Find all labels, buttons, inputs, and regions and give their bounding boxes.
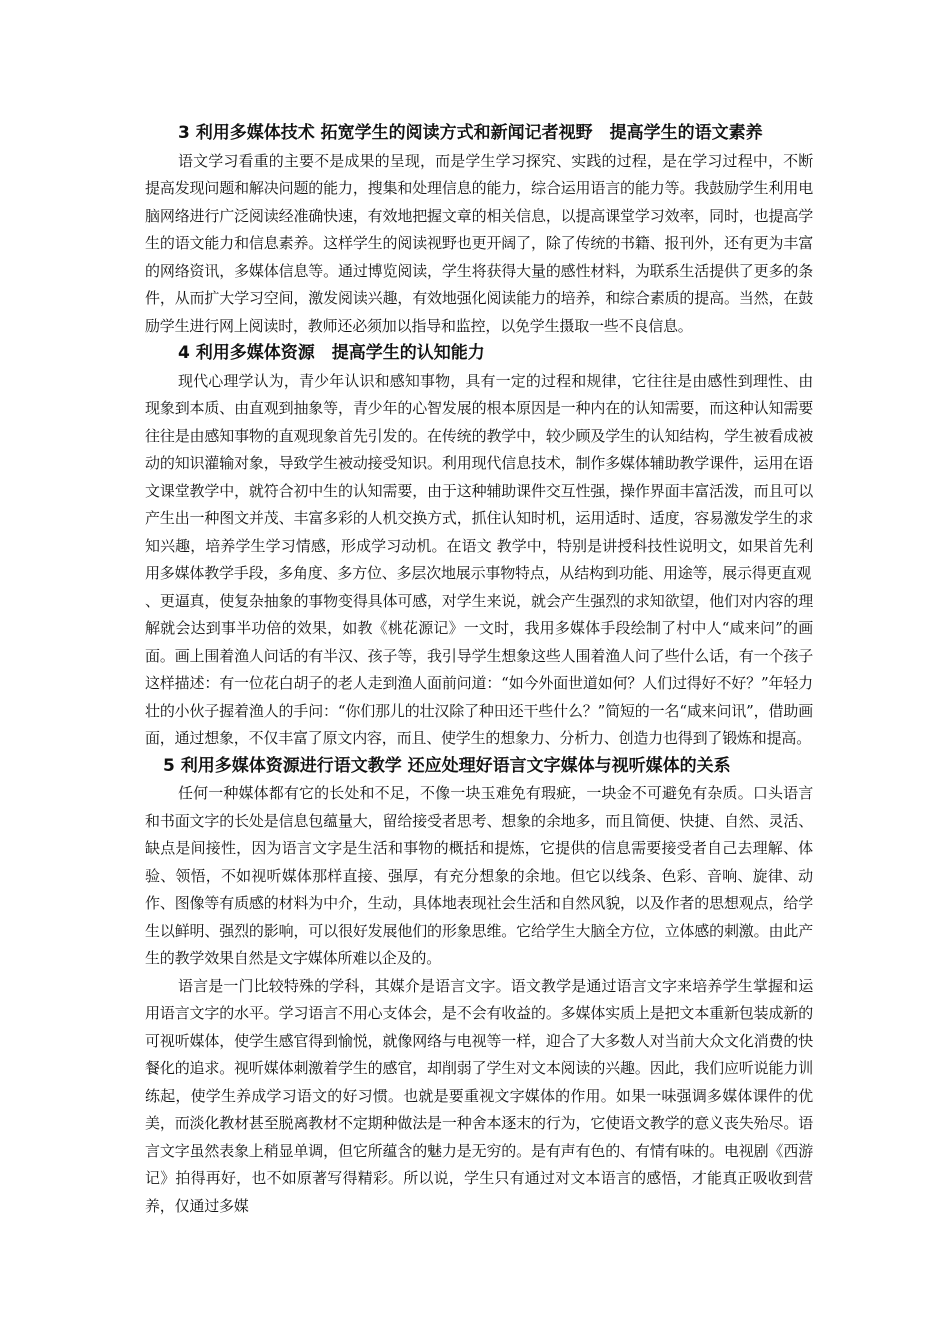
section-5-heading: 5 利用多媒体资源进行语文教学 还应处理好语言文字媒体与视听媒体的关系	[163, 755, 731, 776]
section-5-paragraph-1: 任何一种媒体都有它的长处和不足，不像一块玉难免有瑕疵，一块金不可避免有杂质。口头语言和书面文字的长处是信息包蕴量大，留给接受者思考、想象的余地多，而且简便、快捷、自然、灵活、缺点是间接性，因为语言文字是生活和事物的概括和提炼，它提供的信息需要接受者自己去理解、体验、领悟，不如视听媒体那样直接、强厚，有充分想象的余地。但它以线条、色彩、音响、旋律、动作、图像等有质感的材料为中介，生动，具体地表现社会生活和自然风貌，以及作者的思想观点，给学生以鲜明、强烈的影响，可以很好发展他们的形象思维。它给学生大脑全方位，立体感的刺激。由此产生的教学效果自然是文字媒体所难以企及的。	[145, 784, 813, 967]
document-page	[145, 120, 813, 1220]
section-3-heading: 3 利用多媒体技术 拓宽学生的阅读方式和新闻记者视野 提高学生的语文素养	[178, 123, 763, 143]
section-4-paragraph-2: 、更逼真，使复杂抽象的事物变得具体可感，对学生来说，就会产生强烈的求知欲望，他们对内容的理解就会达到事半功倍的效果，如教《桃花源记》一文时，我用多媒体手段绘制了村中人“咸来问”的画面。画上围着渔人问话的有半汉、孩子等，我引导学生想象这些人围着渔人问了些什么话，有一个孩子这样描述：有一位花白胡子的老人走到渔人面前问道：“如今外面世道如何？人们过得好不好？”年轻力壮的小伙子握着渔人的手问：“你们那儿的壮汉除了种田还干些什么？”简短的一名“咸来问讯”，借助画面，通过想象，不仅丰富了原文内容，而且、使学生的想象力、分析力、创造力也得到了锻炼和提高。	[145, 591, 813, 747]
section-5-paragraph-2: 语言是一门比较特殊的学科，其媒介是语言文字。语文教学是通过语言文字来培养学生掌握和运用语言文字的水平。学习语言不用心支体会，是不会有收益的。多媒体实质上是把文本重新包装成新的可视听媒体，使学生感官得到愉悦，就像网络与电视等一样，迎合了大多数人对当前大众文化消费的快餐化的追求。视听媒体刺激着学生的感官，却削弱了学生对文本阅读的兴趣。因此，我们应听说能力训练起，使学生养成学习语文的好习惯。也就是要重视文字媒体的作用。如果一味强调多媒体课件的优美，而淡化教材甚至脱离教材不定期种做法是一种舍本逐末的行为，它使语文教学的意义丧失殆尽。语言文字虽然表象上稍显单调，但它所蕴含的魅力是无穷的。是有声有色的、有情有味的。电视剧《西游记》拍得再好，也不如原著写得精彩。所以说，学生只有通过对文本语言的感悟，才能真正吸收到营养，仅通过多媒	[145, 976, 813, 1215]
section-3-paragraph-1: 语文学习看重的主要不是成果的呈现，而是学生学习探究、实践的过程，是在学习过程中，不断提高发现问题和解决问题的能力，搜集和处理信息的能力，综合运用语言的能力等。我鼓励学生利用电脑网络进行广泛阅读经准确快速，有效地把握文章的相关信息，以提高课堂学习效率，同时，也提高学生的语文能力和信息素养。这样学生的阅读视野也更开阔了，除了传统的书籍、报刊外，还有更为丰富的网络资讯，多媒体信息等。通过博览阅读，学生将获得大量的感性材料，为联系生活提供了更多的条件，从而扩大学习空间，激发阅读兴趣，有效地强化阅读能力的培养，和综合素质的提高。当然，在鼓励学生进行网上阅读时，教师还必须加以指导和监控，以免学生摄取一些不良信息。	[145, 151, 813, 335]
section-4-paragraph-1: 现代心理学认为，青少年认识和感知事物，具有一定的过程和规律，它往往是由感性到理性、由现象到本质、由直观到抽象等，青少年的心智发展的根本原因是一种内在的认知需要，而这种认知需要往往是由感知事物的直观现象首先引发的。在传统的教学中，较少顾及学生的认知结构，学生被看成被动的知识灌输对象，导致学生被动接受知识。利用现代信息技术，制作多媒体辅助教学课件，运用在语文课堂教学中，就符合初中生的认知需要，由于这种辅助课件交互性强，操作界面丰富活泼，而且可以产生出一种图文并茂、丰富多彩的人机交换方式，抓住认知时机，运用适时、适度，容易激发学生的求知兴趣，培养学生学习情感，形成学习动机。在语文 教学中，特别是讲授科技性说明文，如果首先利用多媒体教学手段，多角度、多方位、多层次地展示事物特点，从结构到功能、用途等，展示得更直观	[145, 371, 813, 582]
section-4-heading: 4 利用多媒体资源 提高学生的认知能力	[178, 343, 485, 363]
